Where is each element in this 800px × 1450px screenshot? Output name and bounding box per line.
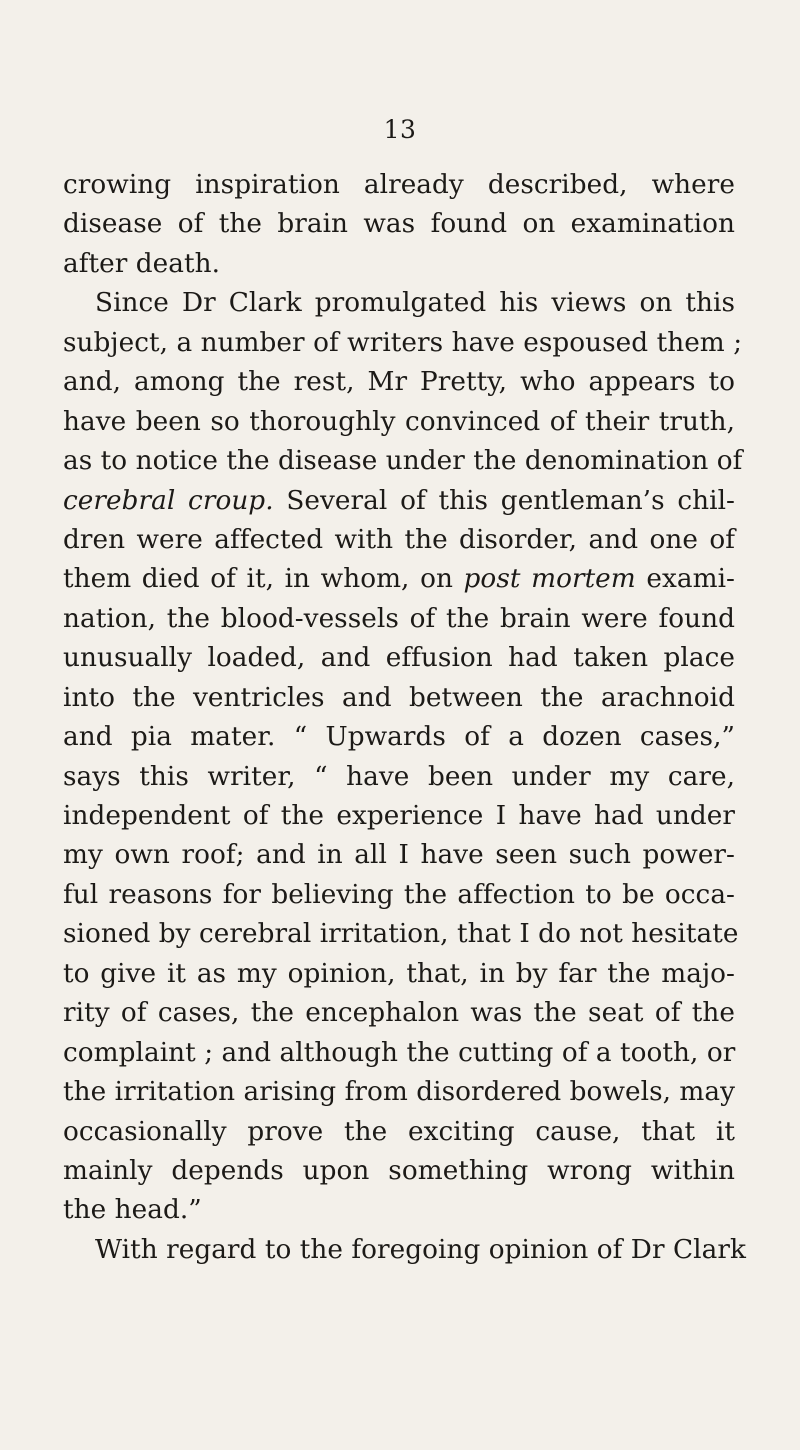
text-line: independent of the experience I have had under	[63, 801, 735, 831]
line-segment: exami-	[635, 564, 735, 595]
text-line: dren were affected with the disorder, and one of	[63, 524, 735, 555]
text-line: complaint ; and although the cutting of a tooth, or	[63, 1037, 736, 1068]
text-line: to give it as my opinion, that, in by far the majo-	[63, 958, 735, 989]
text-line: and, among the rest, Mr Pretty, who appears to	[63, 367, 735, 398]
text-line: rity of cases, the encephalon was the seat of the	[63, 998, 735, 1029]
text-line: have been so thoroughly convinced of their truth,	[63, 406, 735, 437]
line-segment: them died of it, in whom, on	[63, 564, 464, 595]
text-line: mainly depends upon something wrong within	[63, 1155, 735, 1186]
text-line: as to notice the disease under the denomination of	[63, 446, 743, 477]
text-line	[63, 482, 735, 521]
text-line: disease of the brain was found on examination	[63, 209, 735, 240]
text-line: unusually loaded, and effusion had taken place	[63, 643, 735, 674]
text-line: occasionally prove the exciting cause, that it	[63, 1116, 735, 1147]
text-line: subject, a number of writers have espoused them ;	[63, 327, 743, 358]
line-segment: Several of this gentleman’s chil-	[273, 485, 735, 516]
text-line: crowing inspiration already described, where	[63, 170, 735, 200]
text-line: and pia mater. “ Upwards of a dozen cases,”	[63, 722, 735, 753]
text-line	[63, 560, 735, 599]
italic-term: cerebral croup.	[63, 485, 274, 516]
text-line: after death.	[63, 248, 221, 279]
text-line: With regard to the foregoing opinion of Dr Clark	[95, 1234, 746, 1265]
text-line: the head.”	[63, 1195, 202, 1226]
text-line: Since Dr Clark promulgated his views on this	[95, 288, 735, 319]
text-line: into the ventricles and between the arachnoid	[63, 682, 735, 713]
text-line: ful reasons for believing the affection to be occa-	[63, 879, 735, 910]
italic-term: post mortem	[463, 564, 636, 595]
body-text	[63, 166, 746, 1270]
text-line: says this writer, “ have been under my care,	[63, 761, 735, 792]
page-number: 13	[383, 115, 417, 144]
text-line: the irritation arising from disordered bowels, may	[63, 1077, 736, 1108]
text-line: sioned by cerebral irritation, that I do not hesitate	[63, 919, 739, 950]
text-line: nation, the blood-vessels of the brain were found	[63, 603, 735, 634]
text-line: my own roof; and in all I have seen such power-	[63, 840, 735, 871]
